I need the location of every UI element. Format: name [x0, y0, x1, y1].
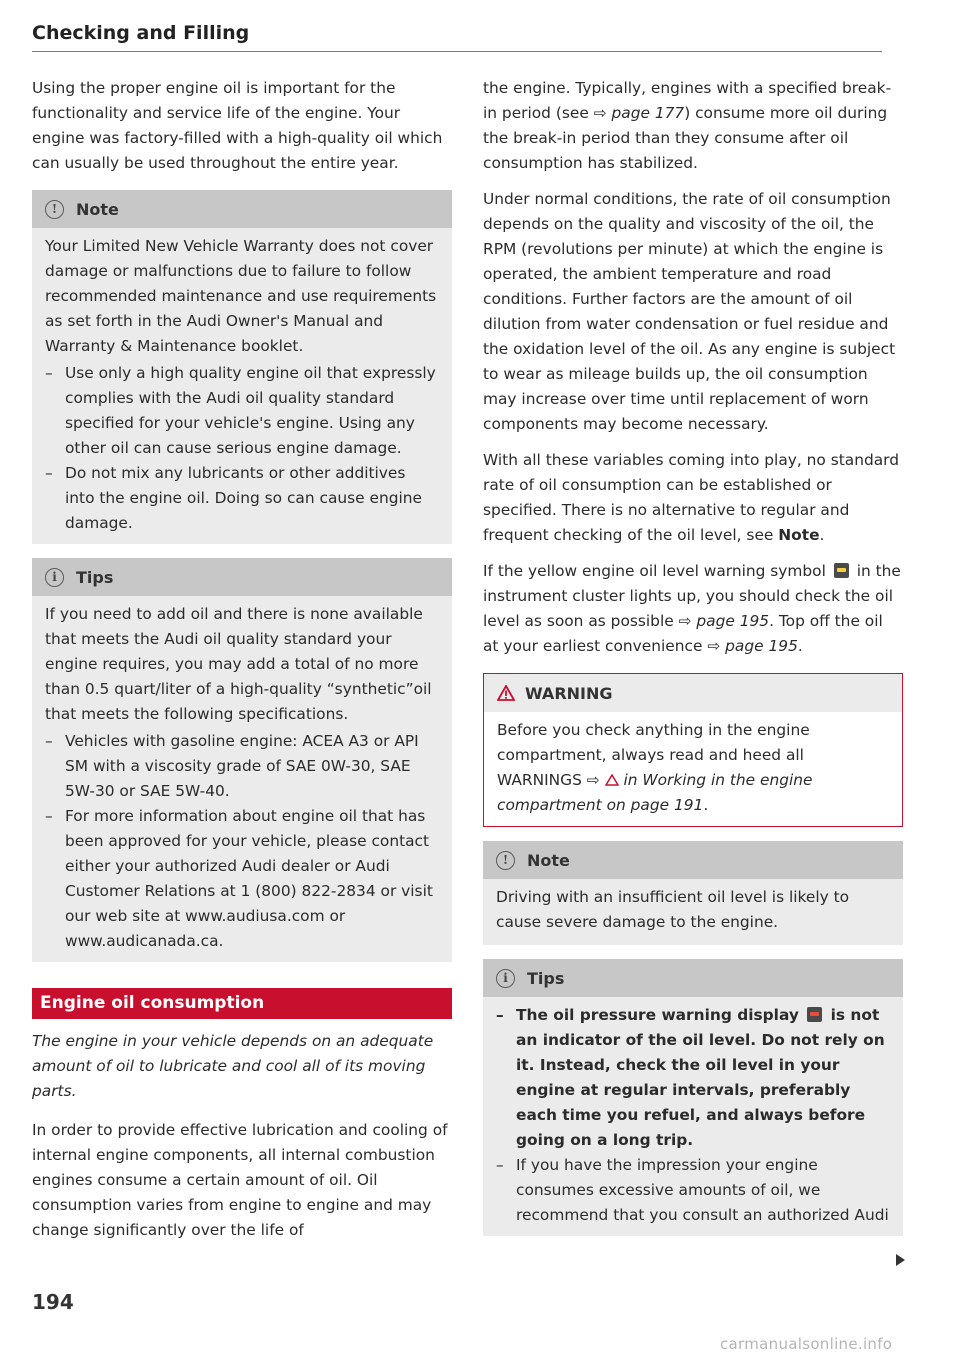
tips-list-item: – If you have the impression your engine consumes excessive amounts of oil, we recommend that you consult an authorized Audi	[496, 1153, 890, 1228]
oil-pressure-warning-icon	[807, 1007, 822, 1022]
tips-box	[483, 959, 903, 1236]
note-title: Note	[527, 850, 570, 870]
note-box-body	[483, 879, 903, 945]
tips-body: If you need to add oil and there is none available that meets the Audi oil quality standard your engine requires, you may add a total of no more than 0.5 quart/liter of a high-quality “synthetic”oil that meets the following specifications.	[45, 605, 432, 723]
right-column	[483, 76, 903, 1248]
note-box	[32, 190, 452, 544]
info-circle-icon: i	[45, 568, 64, 587]
warning-body: Before you check anything in the engine compartment, always read and heed all WARNINGS ⇨ in Working in the engine compartment on page 191.	[497, 721, 813, 814]
watermark: carmanualsonline.info	[720, 1335, 893, 1353]
continued-paragraph: the engine. Typically, engines with a specified break-in period (see ⇨ page 177) consume more oil during the break-in period than they consume after oil consumption has stabilized.	[483, 79, 892, 172]
tips-list	[45, 729, 439, 954]
section-paragraph: In order to provide effective lubrication and cooling of internal engine components, all internal combustion engines consume a certain amount of oil. Oil consumption varies from engine to engine and may change significantly over the life of	[32, 1121, 448, 1239]
warning-title: WARNING	[525, 683, 613, 703]
section-intro: The engine in your vehicle depends on an adequate amount of oil to lubricate and cool all of its moving parts.	[32, 1032, 434, 1100]
note-box-body	[32, 228, 452, 544]
page-reference-link[interactable]: ⇨ page 177	[593, 104, 685, 122]
tips-list-item: – Vehicles with gasoline engine: ACEA A3 or API SM with a viscosity grade of SAE 0W-30, SAE 5W-30 or SAE 5W-40.	[45, 729, 439, 804]
exclamation-circle-icon: !	[496, 851, 515, 870]
page-number: 194	[32, 1290, 74, 1314]
warning-box-header	[484, 674, 902, 712]
page-header-title: Checking and Filling	[32, 22, 250, 44]
tips-box-header	[483, 959, 903, 997]
warning-triangle-icon	[497, 685, 515, 701]
tips-box-header	[32, 558, 452, 596]
exclamation-circle-icon: !	[45, 200, 64, 219]
note-box	[483, 841, 903, 945]
note-body: Your Limited New Vehicle Warranty does not cover damage or malfunctions due to failure to follow recommended maintenance and use requirements as set forth in the Audi Owner's Manual and Warranty & Maintenance booklet.	[45, 237, 437, 355]
continue-arrow-icon	[896, 1254, 905, 1266]
left-column	[32, 76, 452, 1254]
note-body: Driving with an insufficient oil level is likely to cause severe damage to the engine.	[496, 888, 850, 931]
warning-box	[483, 673, 903, 827]
tips-list-item: – For more information about engine oil that has been approved for your vehicle, please contact either your authorized Audi dealer or Audi Customer Relations at 1 (800) 822-2834 or visit our web site at www.audiusa.com or www.audicanada.ca.	[45, 804, 439, 954]
note-box-header	[32, 190, 452, 228]
tips-box-body	[32, 596, 452, 962]
oil-level-warning-icon	[834, 563, 849, 578]
tips-list-item: – The oil pressure warning display is not an indicator of the oil level. Do not rely on it. Instead, check the oil level in your engine at regular intervals, preferably each time you refuel, and always before going on a long trip.	[496, 1003, 890, 1153]
tips-box-body	[483, 997, 903, 1236]
variables-paragraph: With all these variables coming into play, no standard rate of oil consumption can be established or specified. There is no alternative to regular and frequent checking of the oil level, see Note.	[483, 451, 899, 544]
note-title: Note	[76, 199, 119, 219]
section-heading-engine-oil-consumption: Engine oil consumption	[32, 988, 452, 1019]
page-reference-link[interactable]: in Working in the engine compartment on page 191	[497, 771, 813, 814]
note-box-header	[483, 841, 903, 879]
warning-box-body	[484, 712, 902, 826]
tips-title: Tips	[527, 968, 565, 988]
note-reference: Note	[778, 526, 820, 544]
conditions-paragraph: Under normal conditions, the rate of oil consumption depends on the quality and viscosity of the oil, the RPM (revolutions per minute) at which the engine is operated, the ambient temperature and road conditions. Further factors are the amount of oil dilution from water condensation or fuel residue and the oxidation level of the oil. As any engine is subject to wear as mileage builds up, the oil consumption may increase over time until replacement of worn components may become necessary.	[483, 190, 896, 433]
warning-symbol-paragraph: If the yellow engine oil level warning symbol in the instrument cluster lights up, you should check the oil level as soon as possible ⇨ page 195. Top off the oil at your earliest convenience ⇨ page 195.	[483, 562, 901, 655]
page-reference-link[interactable]: ⇨ page 195	[678, 612, 770, 630]
tips-title: Tips	[76, 567, 114, 587]
tips-list	[496, 1003, 890, 1228]
page-reference-link[interactable]: ⇨ page 195	[707, 637, 798, 655]
info-circle-icon: i	[496, 969, 515, 988]
intro-paragraph: Using the proper engine oil is important for the functionality and service life of the engine. Your engine was factory-filled with a high-quality oil which can usually be used throughout the entire year.	[32, 79, 443, 172]
warning-triangle-icon	[605, 774, 619, 786]
note-list-item: – Use only a high quality engine oil that expressly complies with the Audi oil quality standard specified for your vehicle's engine. Using any other oil can cause serious engine damage.	[45, 361, 439, 461]
note-list	[45, 361, 439, 536]
tips-box	[32, 558, 452, 962]
header-rule	[32, 51, 882, 52]
note-list-item: – Do not mix any lubricants or other additives into the engine oil. Doing so can cause engine damage.	[45, 461, 439, 536]
